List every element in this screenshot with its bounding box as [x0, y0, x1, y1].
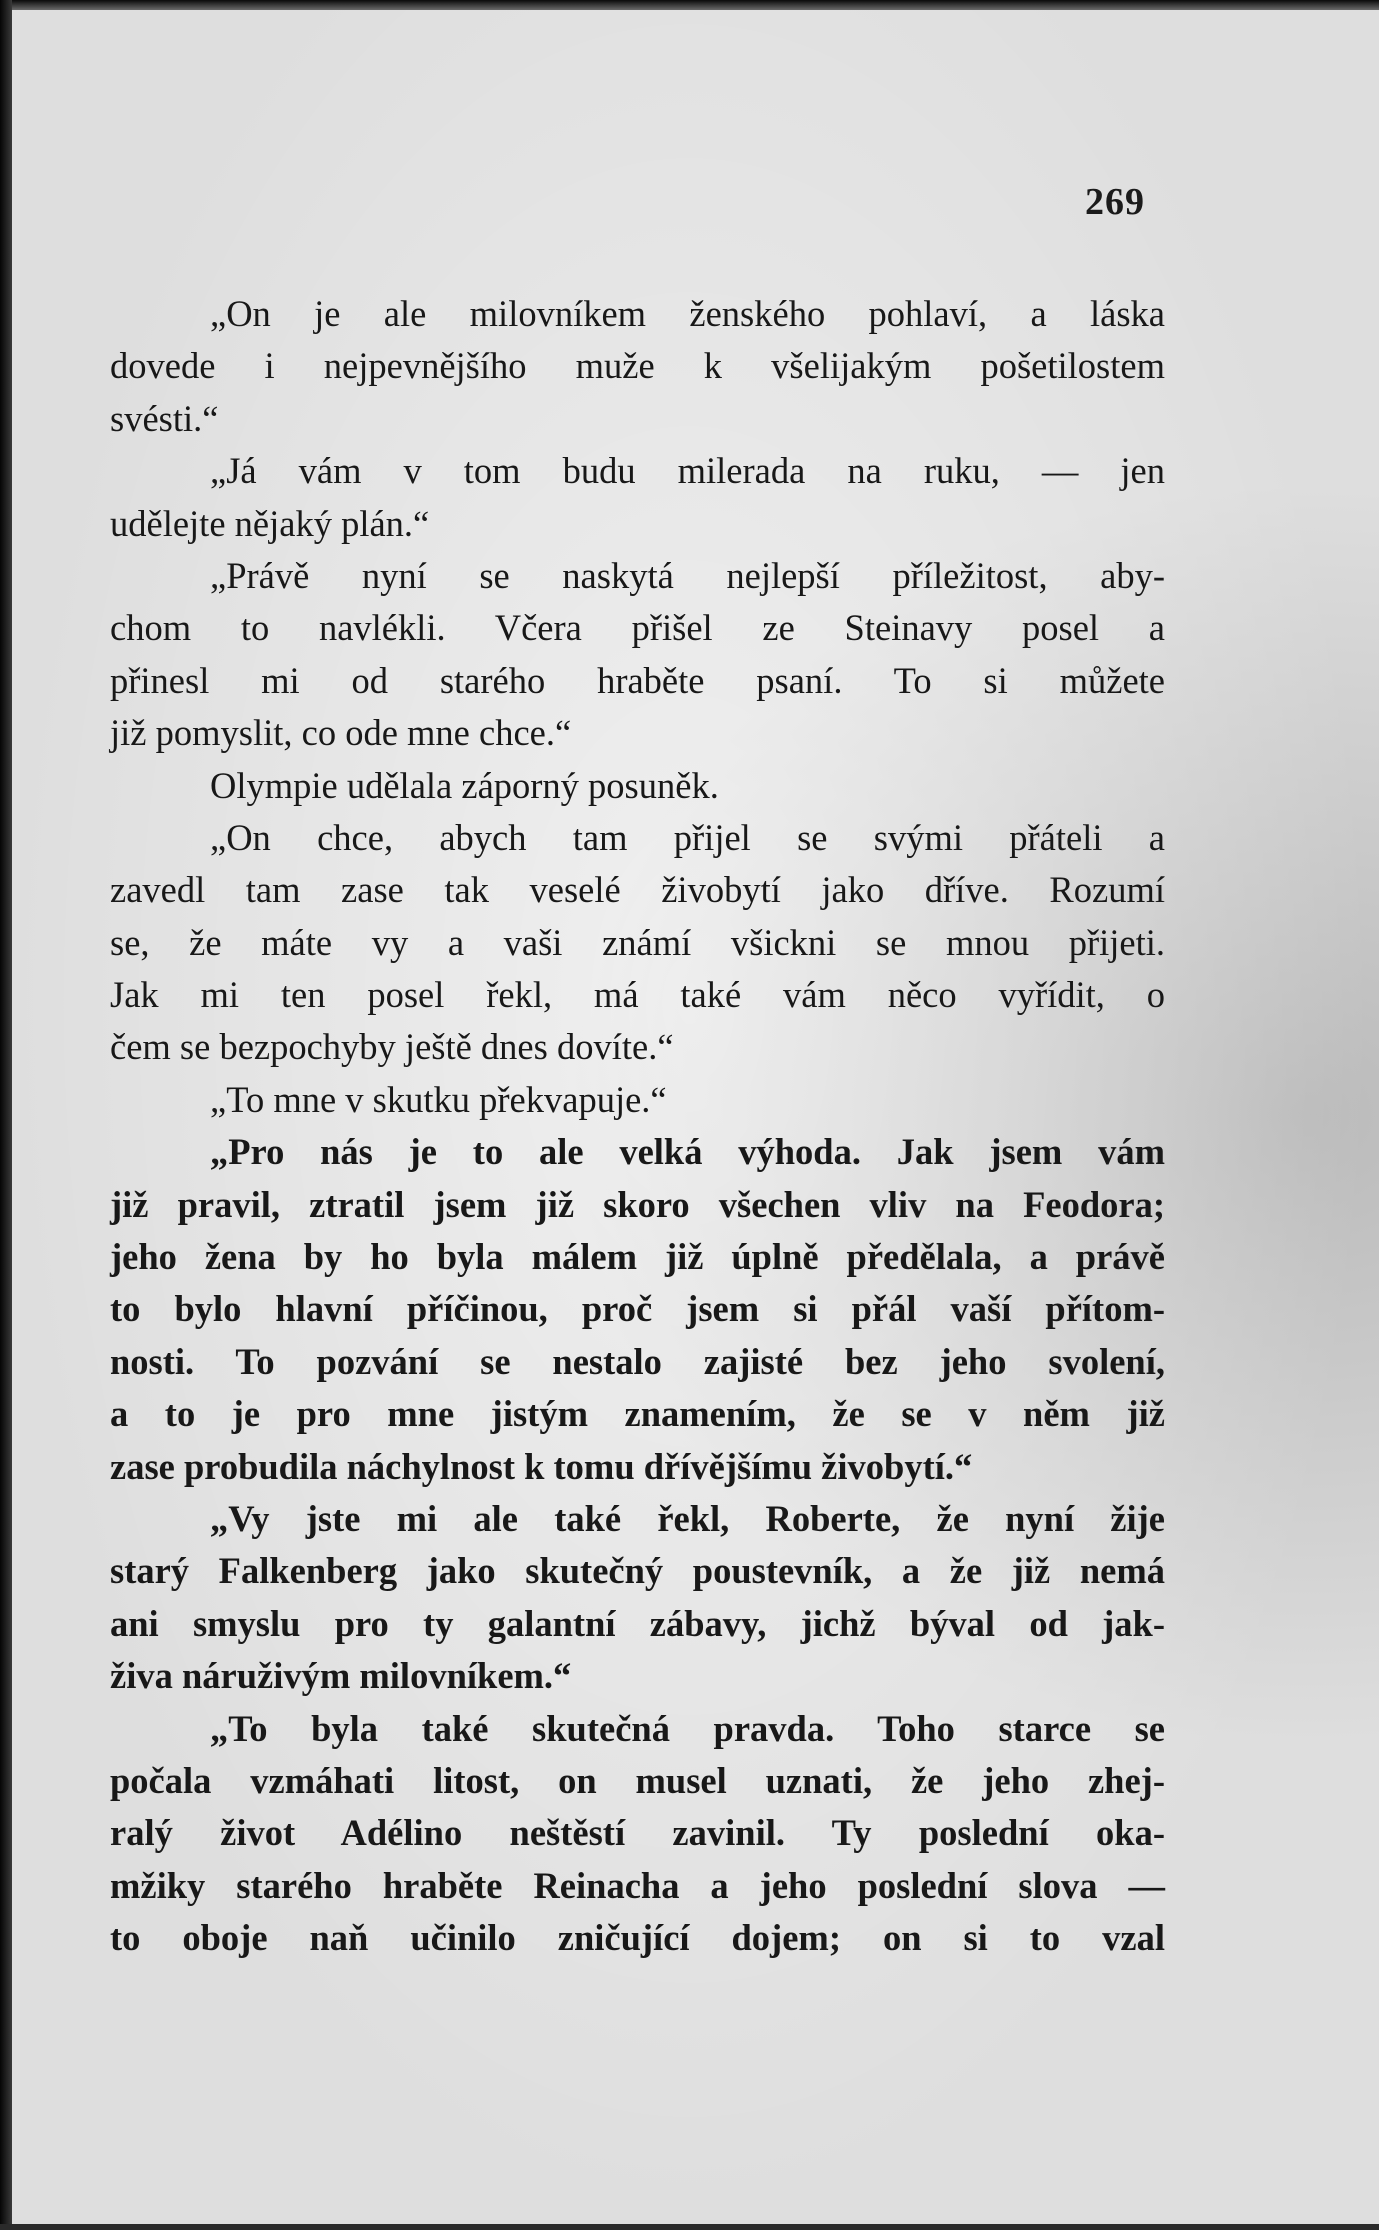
text-line: „Já vám v tom budu milerada na ruku, — jen [210, 450, 1165, 492]
text-line: „On chce, abych tam přijel se svými přáteli a [210, 816, 1165, 858]
page-number: 269 [1085, 181, 1145, 223]
text-line: chom to navlékli. Včera přišel ze Steinavy posel a [110, 607, 1165, 649]
body-text [110, 288, 1165, 1965]
text-line: „To byla také skutečná pravda. Toho starce se [210, 1707, 1165, 1749]
text-line: přinesl mi od starého hraběte psaní. To si můžete [110, 659, 1165, 701]
text-line: počala vzmáhati litost, on musel uznati, že jeho zhej- [110, 1759, 1165, 1801]
text-line: živa náruživým milovníkem.“ [110, 1655, 572, 1697]
scan-edge-left [0, 0, 12, 2230]
text-line: „Vy jste mi ale také řekl, Roberte, že nyní žije [210, 1497, 1165, 1539]
text-line: zavedl tam zase tak veselé živobytí jako dříve. Rozumí [110, 869, 1165, 911]
text-line: dovede i nejpevnějšího muže k všelijakým pošetilostem [110, 345, 1165, 387]
text-line: udělejte nějaký plán.“ [110, 502, 430, 544]
text-line: Jak mi ten posel řekl, má také vám něco vyřídit, o [110, 974, 1165, 1016]
text-line: starý Falkenberg jako skutečný poustevník, a že již nemá [110, 1550, 1165, 1592]
text-line: se, že máte vy a vaši známí všickni se mnou přijeti. [110, 921, 1165, 963]
text-line: mžiky starého hraběte Reinacha a jeho poslední slova — [110, 1864, 1165, 1906]
text-line: čem se bezpochyby ještě dnes dovíte.“ [110, 1026, 674, 1068]
text-line: jeho žena by ho byla málem již úplně předělala, a právě [110, 1236, 1165, 1278]
text-line: nosti. To pozvání se nestalo zajisté bez jeho svolení, [110, 1340, 1165, 1382]
text-line: Olympie udělala záporný posuněk. [210, 764, 719, 806]
text-line: ani smyslu pro ty galantní zábavy, jichž býval od jak- [110, 1602, 1165, 1644]
text-line: již pomyslit, co ode mne chce.“ [110, 712, 572, 754]
scan-edge-top [0, 0, 1379, 10]
text-line: „Právě nyní se naskytá nejlepší příležitost, aby- [210, 554, 1165, 596]
text-line: to oboje naň učinilo zničující dojem; on si to vzal [110, 1917, 1165, 1959]
text-line: již pravil, ztratil jsem již skoro všechen vliv na Feodora; [110, 1183, 1165, 1225]
text-line: to bylo hlavní příčinou, proč jsem si přál vaší přítom- [110, 1288, 1165, 1330]
scan-edge-bottom [0, 2224, 1379, 2230]
text-line: ralý život Adélino neštěstí zavinil. Ty poslední oka- [110, 1812, 1165, 1854]
text-line: „To mne v skutku překvapuje.“ [210, 1078, 667, 1120]
text-line: svésti.“ [110, 397, 219, 439]
text-line: „On je ale milovníkem ženského pohlaví, a láska [210, 293, 1165, 334]
text-line: a to je pro mne jistým znamením, že se v něm již [110, 1393, 1165, 1435]
text-line: zase probudila náchylnost k tomu dřívějšímu živobytí.“ [110, 1445, 973, 1487]
text-line: „Pro nás je to ale velká výhoda. Jak jsem vám [210, 1131, 1165, 1173]
